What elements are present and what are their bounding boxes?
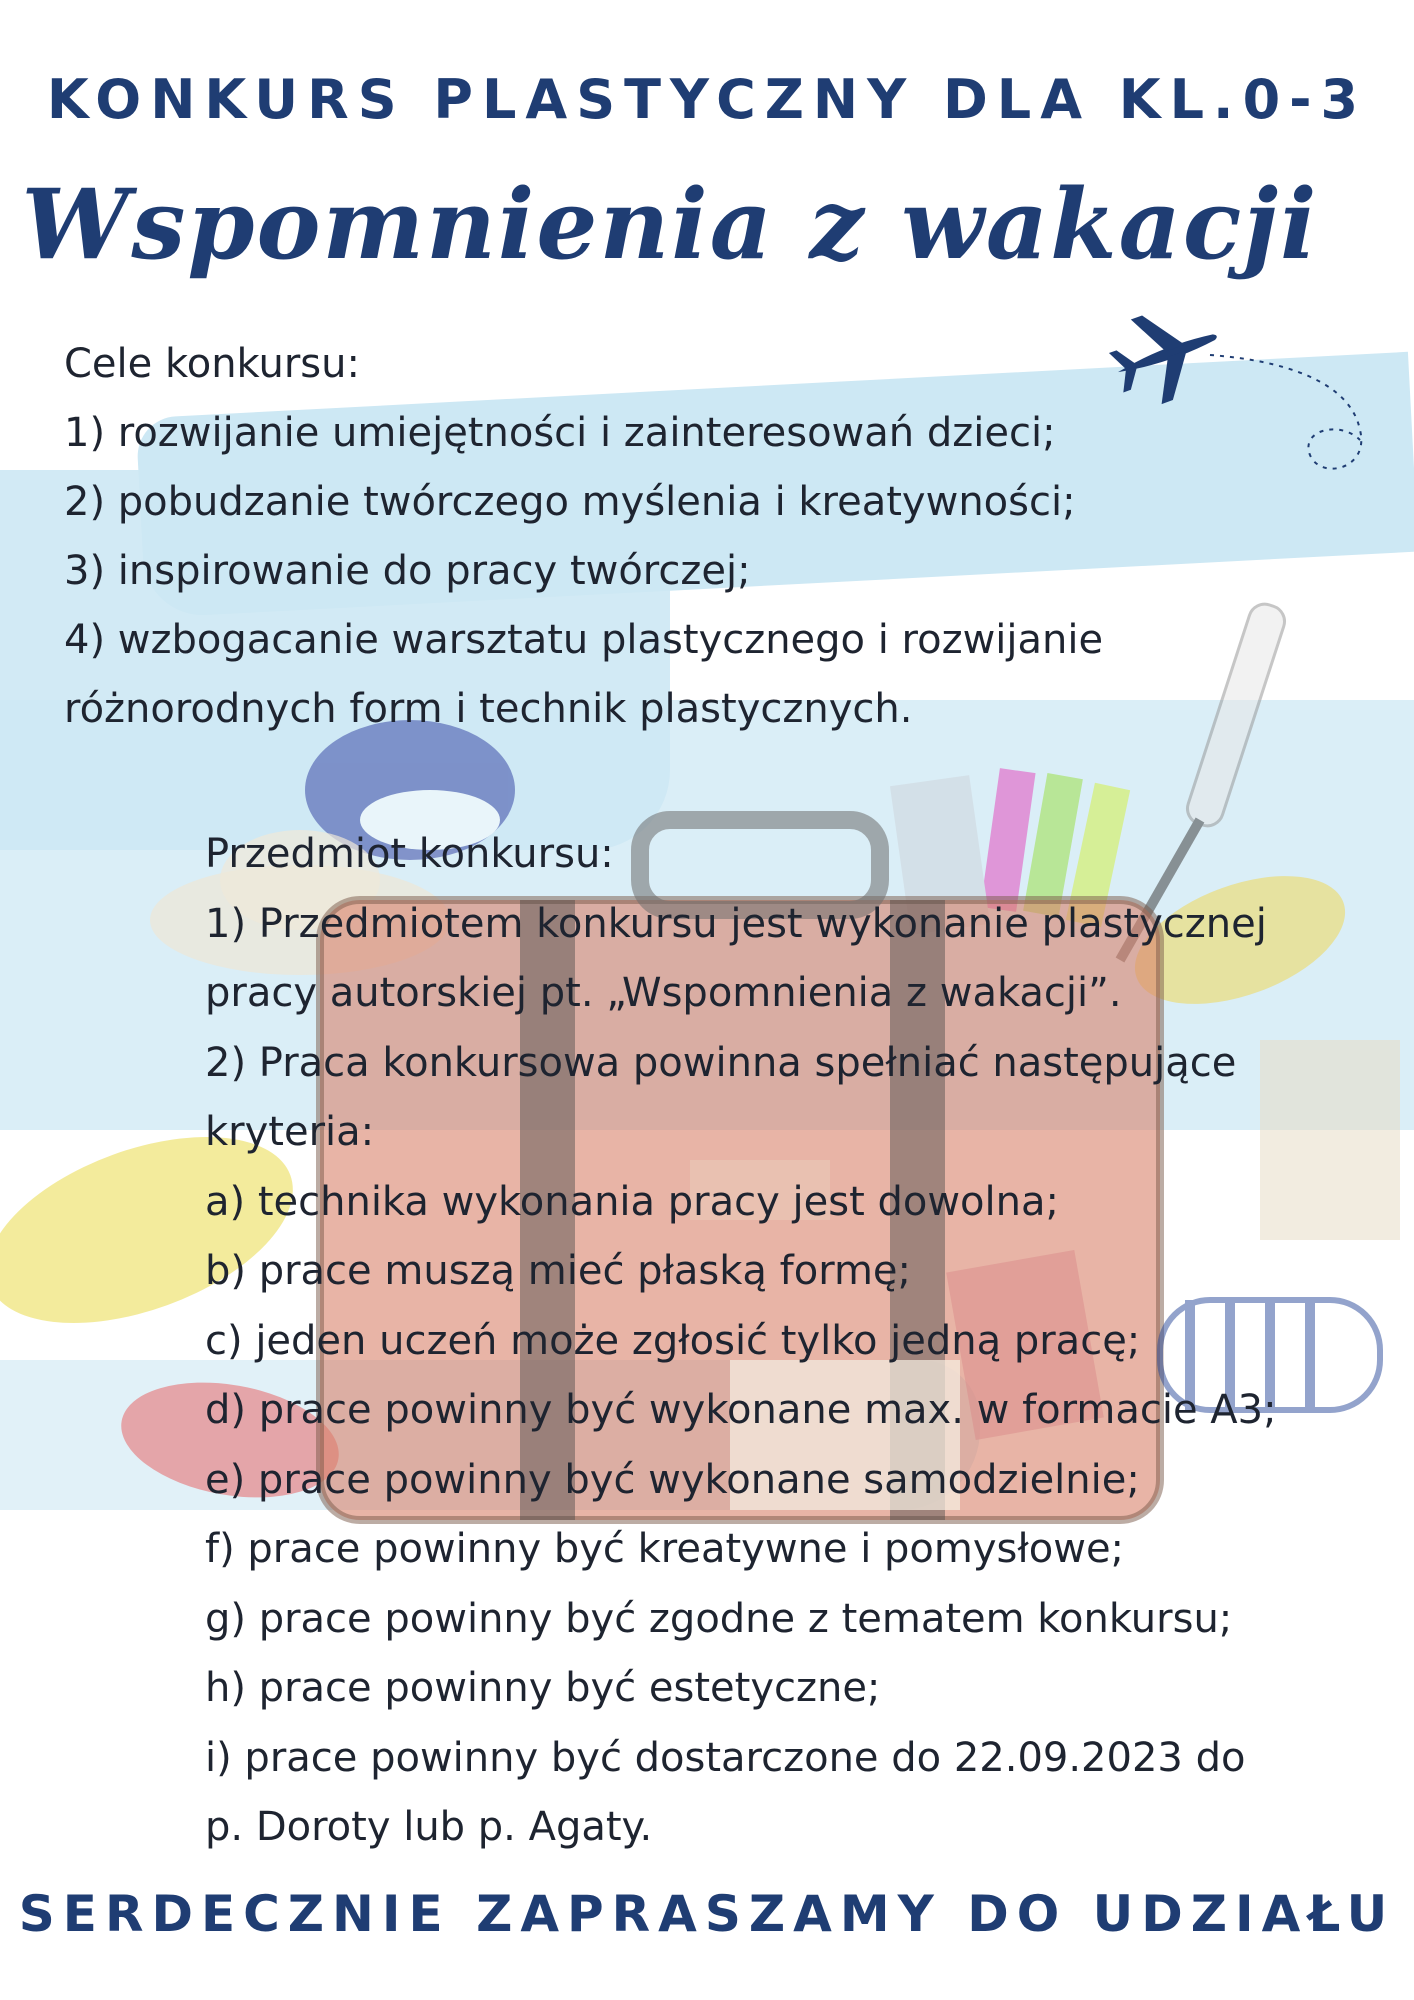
criteria-item: c) jeden uczeń może zgłosić tylko jedną pracę; bbox=[205, 1317, 1141, 1364]
criteria-item: d) prace powinny być wykonane max. w formacie A3; bbox=[205, 1387, 1277, 1433]
subject-section bbox=[205, 820, 1385, 1863]
subject-line: 2) Praca konkursowa powinna spełniać następujące bbox=[205, 1039, 1237, 1086]
criteria-item: e) prace powinny być wykonane samodzielnie; bbox=[205, 1456, 1140, 1503]
goal-item: 2) pobudzanie twórczego myślenia i kreatywności; bbox=[64, 479, 1076, 525]
criteria-item: h) prace powinny być estetyczne; bbox=[205, 1665, 881, 1711]
goal-item: 1) rozwijanie umiejętności i zainteresowań dzieci; bbox=[64, 410, 1056, 456]
criteria-item: b) prace muszą mieć płaską formę; bbox=[205, 1248, 911, 1294]
goal-item: różnorodnych form i technik plastycznych. bbox=[64, 686, 913, 732]
contest-heading: KONKURS PLASTYCZNY DLA KL.0-3 bbox=[46, 68, 1368, 131]
criteria-item: g) prace powinny być zgodne z tematem konkursu; bbox=[205, 1595, 1233, 1642]
goal-item: 4) wzbogacanie warsztatu plastycznego i rozwijanie bbox=[64, 617, 1104, 663]
goals-title: Cele konkursu: bbox=[64, 341, 360, 387]
subject-line: 1) Przedmiotem konkursu jest wykonanie plastycznej bbox=[205, 900, 1267, 947]
goals-section bbox=[64, 330, 1364, 744]
subject-line: kryteria: bbox=[205, 1109, 375, 1155]
criteria-item: a) technika wykonania pracy jest dowolna; bbox=[205, 1178, 1059, 1225]
subject-title: Przedmiot konkursu: bbox=[205, 831, 614, 877]
contest-title: Wspomnienia z wakacji bbox=[21, 168, 1319, 281]
goal-item: 3) inspirowanie do pracy twórczej; bbox=[64, 548, 751, 594]
subject-line: pracy autorskiej pt. „Wspomnienia z wakacji”. bbox=[205, 970, 1122, 1016]
footer-invitation: SERDECZNIE ZAPRASZAMY DO UDZIAŁU bbox=[18, 1885, 1396, 1943]
criteria-item: i) prace powinny być dostarczone do 22.09.2023 do bbox=[205, 1734, 1246, 1781]
criteria-item: f) prace powinny być kreatywne i pomysłowe; bbox=[205, 1526, 1125, 1572]
criteria-item: p. Doroty lub p. Agaty. bbox=[205, 1804, 653, 1850]
